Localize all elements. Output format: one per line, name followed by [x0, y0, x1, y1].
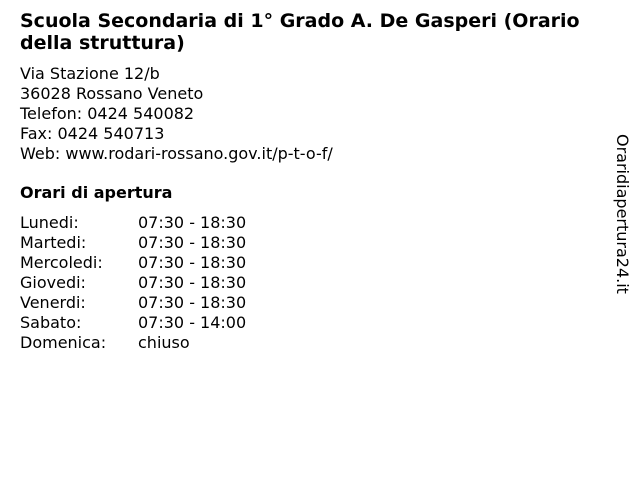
day-label: Lunedi:	[20, 213, 79, 232]
day-label: Martedi:	[20, 233, 87, 252]
hours-value: chiuso	[138, 333, 190, 352]
day-label: Mercoledi:	[20, 253, 103, 272]
site-watermark: Oraridiapertura24.it	[613, 134, 632, 294]
hours-value: 07:30 - 14:00	[138, 313, 247, 332]
hours-value: 07:30 - 18:30	[138, 273, 247, 292]
day-label: Sabato:	[20, 313, 82, 332]
hours-value: 07:30 - 18:30	[138, 253, 247, 272]
street-address: Via Stazione 12/b	[20, 64, 160, 83]
website-link[interactable]: Web: www.rodari-rossano.gov.it/p-t-o-f/	[20, 144, 333, 163]
page-title-line-1: Scuola Secondaria di 1° Grado A. De Gasperi (Orario	[20, 10, 580, 32]
hours-value: 07:30 - 18:30	[138, 233, 247, 252]
day-label: Venerdi:	[20, 293, 86, 312]
fax-number: Fax: 0424 540713	[20, 124, 165, 143]
phone-number: Telefon: 0424 540082	[20, 104, 195, 123]
day-label: Giovedi:	[20, 273, 86, 292]
city-address: 36028 Rossano Veneto	[20, 84, 204, 103]
hours-value: 07:30 - 18:30	[138, 213, 247, 232]
page-title-line-2: della struttura)	[20, 32, 185, 54]
opening-hours-heading: Orari di apertura	[20, 183, 173, 202]
day-label: Domenica:	[20, 333, 107, 352]
hours-value: 07:30 - 18:30	[138, 293, 247, 312]
address-block	[20, 64, 333, 164]
page-title	[20, 10, 618, 54]
